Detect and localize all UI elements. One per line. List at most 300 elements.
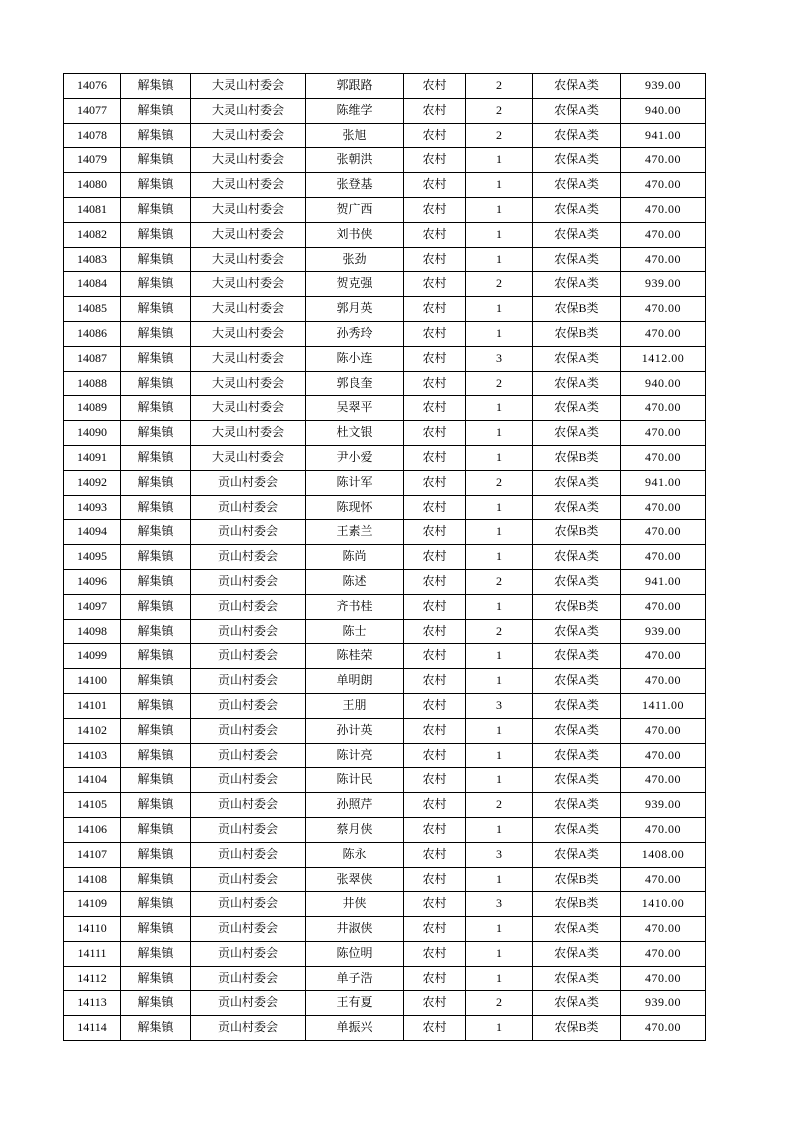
cell-village: 贡山村委会	[191, 892, 306, 917]
cell-id: 14107	[64, 842, 121, 867]
cell-category: 农保A类	[533, 966, 621, 991]
cell-id: 14092	[64, 470, 121, 495]
cell-amount: 470.00	[621, 743, 706, 768]
cell-town: 解集镇	[121, 98, 191, 123]
cell-residence: 农村	[404, 1016, 466, 1041]
cell-amount: 941.00	[621, 470, 706, 495]
cell-amount: 939.00	[621, 619, 706, 644]
cell-count: 2	[466, 123, 533, 148]
cell-residence: 农村	[404, 867, 466, 892]
cell-town: 解集镇	[121, 445, 191, 470]
cell-name: 王朋	[306, 693, 404, 718]
table-row	[64, 98, 706, 123]
cell-count: 2	[466, 371, 533, 396]
cell-name: 王有夏	[306, 991, 404, 1016]
cell-id: 14096	[64, 569, 121, 594]
cell-category: 农保A类	[533, 669, 621, 694]
table-row	[64, 693, 706, 718]
cell-amount: 470.00	[621, 520, 706, 545]
cell-name: 郭月英	[306, 297, 404, 322]
cell-id: 14084	[64, 272, 121, 297]
cell-village: 贡山村委会	[191, 693, 306, 718]
table-row	[64, 371, 706, 396]
cell-amount: 1412.00	[621, 346, 706, 371]
cell-town: 解集镇	[121, 123, 191, 148]
cell-residence: 农村	[404, 693, 466, 718]
cell-count: 1	[466, 197, 533, 222]
cell-amount: 470.00	[621, 173, 706, 198]
cell-residence: 农村	[404, 991, 466, 1016]
cell-id: 14101	[64, 693, 121, 718]
cell-count: 1	[466, 743, 533, 768]
cell-amount: 470.00	[621, 222, 706, 247]
cell-count: 1	[466, 421, 533, 446]
cell-village: 大灵山村委会	[191, 123, 306, 148]
cell-amount: 470.00	[621, 941, 706, 966]
cell-name: 贺克强	[306, 272, 404, 297]
cell-count: 1	[466, 867, 533, 892]
cell-residence: 农村	[404, 941, 466, 966]
cell-village: 贡山村委会	[191, 1016, 306, 1041]
cell-category: 农保A类	[533, 793, 621, 818]
cell-count: 2	[466, 793, 533, 818]
cell-name: 陈维学	[306, 98, 404, 123]
table-row	[64, 718, 706, 743]
cell-town: 解集镇	[121, 1016, 191, 1041]
cell-name: 尹小爱	[306, 445, 404, 470]
cell-category: 农保A类	[533, 545, 621, 570]
cell-village: 贡山村委会	[191, 867, 306, 892]
table-row	[64, 917, 706, 942]
cell-id: 14085	[64, 297, 121, 322]
cell-category: 农保A类	[533, 619, 621, 644]
cell-residence: 农村	[404, 842, 466, 867]
cell-village: 贡山村委会	[191, 569, 306, 594]
cell-id: 14087	[64, 346, 121, 371]
table-row	[64, 123, 706, 148]
cell-town: 解集镇	[121, 619, 191, 644]
cell-village: 贡山村委会	[191, 619, 306, 644]
cell-village: 贡山村委会	[191, 470, 306, 495]
cell-amount: 470.00	[621, 917, 706, 942]
cell-town: 解集镇	[121, 644, 191, 669]
cell-name: 陈士	[306, 619, 404, 644]
cell-town: 解集镇	[121, 321, 191, 346]
cell-name: 单明朗	[306, 669, 404, 694]
table-row	[64, 74, 706, 99]
cell-village: 大灵山村委会	[191, 197, 306, 222]
cell-category: 农保B类	[533, 1016, 621, 1041]
cell-category: 农保A类	[533, 222, 621, 247]
cell-town: 解集镇	[121, 470, 191, 495]
cell-category: 农保A类	[533, 991, 621, 1016]
cell-residence: 农村	[404, 718, 466, 743]
table-row	[64, 619, 706, 644]
cell-village: 贡山村委会	[191, 594, 306, 619]
table-row	[64, 247, 706, 272]
cell-id: 14109	[64, 892, 121, 917]
cell-amount: 940.00	[621, 371, 706, 396]
cell-village: 大灵山村委会	[191, 445, 306, 470]
cell-name: 刘书侠	[306, 222, 404, 247]
cell-id: 14079	[64, 148, 121, 173]
cell-town: 解集镇	[121, 991, 191, 1016]
cell-village: 大灵山村委会	[191, 272, 306, 297]
cell-name: 单子浩	[306, 966, 404, 991]
cell-id: 14102	[64, 718, 121, 743]
cell-residence: 农村	[404, 74, 466, 99]
cell-category: 农保A类	[533, 768, 621, 793]
table-row	[64, 272, 706, 297]
cell-village: 大灵山村委会	[191, 321, 306, 346]
cell-name: 郭良奎	[306, 371, 404, 396]
cell-town: 解集镇	[121, 396, 191, 421]
cell-village: 贡山村委会	[191, 718, 306, 743]
cell-village: 贡山村委会	[191, 842, 306, 867]
cell-category: 农保A类	[533, 941, 621, 966]
cell-count: 1	[466, 148, 533, 173]
cell-residence: 农村	[404, 123, 466, 148]
cell-count: 3	[466, 346, 533, 371]
cell-name: 王素兰	[306, 520, 404, 545]
table-row	[64, 396, 706, 421]
cell-village: 大灵山村委会	[191, 173, 306, 198]
cell-name: 张旭	[306, 123, 404, 148]
table-row	[64, 743, 706, 768]
table-row	[64, 569, 706, 594]
cell-village: 大灵山村委会	[191, 74, 306, 99]
cell-count: 2	[466, 470, 533, 495]
cell-category: 农保A类	[533, 272, 621, 297]
cell-name: 贺广西	[306, 197, 404, 222]
cell-town: 解集镇	[121, 743, 191, 768]
cell-id: 14081	[64, 197, 121, 222]
cell-village: 大灵山村委会	[191, 346, 306, 371]
cell-category: 农保A类	[533, 396, 621, 421]
cell-residence: 农村	[404, 644, 466, 669]
cell-count: 2	[466, 272, 533, 297]
table-row	[64, 817, 706, 842]
cell-amount: 470.00	[621, 495, 706, 520]
cell-category: 农保B类	[533, 321, 621, 346]
table-row	[64, 495, 706, 520]
cell-category: 农保B类	[533, 445, 621, 470]
table-row	[64, 991, 706, 1016]
cell-amount: 1411.00	[621, 693, 706, 718]
cell-village: 大灵山村委会	[191, 222, 306, 247]
cell-town: 解集镇	[121, 148, 191, 173]
cell-name: 郭跟路	[306, 74, 404, 99]
cell-count: 1	[466, 396, 533, 421]
table-row	[64, 445, 706, 470]
cell-category: 农保A类	[533, 718, 621, 743]
cell-town: 解集镇	[121, 495, 191, 520]
cell-id: 14112	[64, 966, 121, 991]
cell-name: 陈位明	[306, 941, 404, 966]
cell-id: 14078	[64, 123, 121, 148]
cell-count: 2	[466, 569, 533, 594]
cell-amount: 470.00	[621, 148, 706, 173]
cell-amount: 470.00	[621, 545, 706, 570]
cell-residence: 农村	[404, 569, 466, 594]
cell-count: 1	[466, 966, 533, 991]
cell-amount: 470.00	[621, 718, 706, 743]
cell-id: 14104	[64, 768, 121, 793]
cell-name: 陈永	[306, 842, 404, 867]
table-row	[64, 842, 706, 867]
cell-amount: 470.00	[621, 867, 706, 892]
cell-category: 农保A类	[533, 74, 621, 99]
cell-category: 农保B类	[533, 594, 621, 619]
cell-count: 1	[466, 247, 533, 272]
pension-list-table	[63, 73, 706, 1041]
cell-village: 大灵山村委会	[191, 396, 306, 421]
table-row	[64, 148, 706, 173]
cell-name: 孙照芹	[306, 793, 404, 818]
cell-name: 吴翠平	[306, 396, 404, 421]
cell-category: 农保A类	[533, 644, 621, 669]
cell-count: 1	[466, 718, 533, 743]
cell-amount: 470.00	[621, 966, 706, 991]
cell-village: 贡山村委会	[191, 669, 306, 694]
cell-count: 1	[466, 520, 533, 545]
cell-residence: 农村	[404, 297, 466, 322]
cell-id: 14094	[64, 520, 121, 545]
cell-residence: 农村	[404, 247, 466, 272]
cell-count: 1	[466, 917, 533, 942]
cell-id: 14076	[64, 74, 121, 99]
cell-residence: 农村	[404, 793, 466, 818]
cell-town: 解集镇	[121, 545, 191, 570]
cell-category: 农保A类	[533, 421, 621, 446]
cell-town: 解集镇	[121, 693, 191, 718]
cell-village: 贡山村委会	[191, 520, 306, 545]
cell-category: 农保A类	[533, 743, 621, 768]
cell-count: 1	[466, 222, 533, 247]
cell-name: 陈述	[306, 569, 404, 594]
cell-town: 解集镇	[121, 892, 191, 917]
table-row	[64, 644, 706, 669]
cell-town: 解集镇	[121, 74, 191, 99]
cell-name: 张登基	[306, 173, 404, 198]
cell-town: 解集镇	[121, 941, 191, 966]
table-row	[64, 941, 706, 966]
cell-town: 解集镇	[121, 793, 191, 818]
cell-amount: 939.00	[621, 272, 706, 297]
cell-name: 陈计亮	[306, 743, 404, 768]
cell-town: 解集镇	[121, 842, 191, 867]
cell-village: 大灵山村委会	[191, 371, 306, 396]
cell-count: 1	[466, 644, 533, 669]
cell-village: 大灵山村委会	[191, 247, 306, 272]
cell-town: 解集镇	[121, 594, 191, 619]
cell-residence: 农村	[404, 545, 466, 570]
cell-category: 农保A类	[533, 917, 621, 942]
table-body	[64, 74, 706, 1041]
cell-id: 14095	[64, 545, 121, 570]
cell-count: 2	[466, 619, 533, 644]
cell-village: 贡山村委会	[191, 768, 306, 793]
cell-town: 解集镇	[121, 222, 191, 247]
cell-residence: 农村	[404, 173, 466, 198]
cell-amount: 470.00	[621, 197, 706, 222]
table-row	[64, 297, 706, 322]
table-row	[64, 768, 706, 793]
cell-id: 14088	[64, 371, 121, 396]
cell-village: 大灵山村委会	[191, 421, 306, 446]
table-row	[64, 594, 706, 619]
cell-residence: 农村	[404, 817, 466, 842]
cell-amount: 939.00	[621, 793, 706, 818]
cell-category: 农保A类	[533, 693, 621, 718]
cell-name: 陈尚	[306, 545, 404, 570]
cell-count: 1	[466, 768, 533, 793]
cell-village: 贡山村委会	[191, 545, 306, 570]
cell-name: 陈计军	[306, 470, 404, 495]
cell-residence: 农村	[404, 148, 466, 173]
cell-id: 14114	[64, 1016, 121, 1041]
cell-count: 1	[466, 669, 533, 694]
cell-town: 解集镇	[121, 867, 191, 892]
cell-village: 大灵山村委会	[191, 98, 306, 123]
cell-count: 1	[466, 817, 533, 842]
cell-category: 农保A类	[533, 247, 621, 272]
cell-count: 1	[466, 321, 533, 346]
cell-count: 2	[466, 74, 533, 99]
cell-residence: 农村	[404, 445, 466, 470]
table-row	[64, 197, 706, 222]
cell-name: 杜文银	[306, 421, 404, 446]
cell-amount: 470.00	[621, 644, 706, 669]
cell-residence: 农村	[404, 371, 466, 396]
cell-name: 张翠侠	[306, 867, 404, 892]
cell-count: 1	[466, 173, 533, 198]
cell-village: 贡山村委会	[191, 743, 306, 768]
cell-count: 3	[466, 693, 533, 718]
cell-town: 解集镇	[121, 917, 191, 942]
cell-residence: 农村	[404, 594, 466, 619]
cell-amount: 470.00	[621, 1016, 706, 1041]
cell-village: 贡山村委会	[191, 495, 306, 520]
cell-name: 单振兴	[306, 1016, 404, 1041]
cell-town: 解集镇	[121, 247, 191, 272]
cell-id: 14089	[64, 396, 121, 421]
cell-amount: 470.00	[621, 421, 706, 446]
cell-category: 农保B类	[533, 867, 621, 892]
cell-residence: 农村	[404, 346, 466, 371]
cell-town: 解集镇	[121, 966, 191, 991]
cell-amount: 939.00	[621, 991, 706, 1016]
cell-residence: 农村	[404, 222, 466, 247]
cell-id: 14080	[64, 173, 121, 198]
cell-count: 1	[466, 545, 533, 570]
cell-amount: 470.00	[621, 445, 706, 470]
cell-category: 农保A类	[533, 197, 621, 222]
cell-id: 14105	[64, 793, 121, 818]
cell-residence: 农村	[404, 197, 466, 222]
cell-amount: 941.00	[621, 123, 706, 148]
cell-id: 14086	[64, 321, 121, 346]
table-row	[64, 421, 706, 446]
cell-village: 贡山村委会	[191, 793, 306, 818]
cell-id: 14100	[64, 669, 121, 694]
cell-residence: 农村	[404, 495, 466, 520]
cell-id: 14113	[64, 991, 121, 1016]
table-row	[64, 1016, 706, 1041]
table-row	[64, 966, 706, 991]
cell-amount: 470.00	[621, 817, 706, 842]
cell-residence: 农村	[404, 321, 466, 346]
cell-amount: 1408.00	[621, 842, 706, 867]
table-row	[64, 346, 706, 371]
cell-village: 贡山村委会	[191, 991, 306, 1016]
cell-category: 农保A类	[533, 817, 621, 842]
cell-residence: 农村	[404, 743, 466, 768]
cell-amount: 941.00	[621, 569, 706, 594]
cell-residence: 农村	[404, 619, 466, 644]
cell-count: 1	[466, 1016, 533, 1041]
cell-residence: 农村	[404, 520, 466, 545]
cell-name: 孙计英	[306, 718, 404, 743]
cell-village: 贡山村委会	[191, 917, 306, 942]
cell-name: 井侠	[306, 892, 404, 917]
cell-category: 农保A类	[533, 495, 621, 520]
table-row	[64, 545, 706, 570]
cell-village: 贡山村委会	[191, 817, 306, 842]
cell-id: 14093	[64, 495, 121, 520]
cell-amount: 470.00	[621, 396, 706, 421]
table-row	[64, 173, 706, 198]
cell-town: 解集镇	[121, 197, 191, 222]
cell-name: 陈现怀	[306, 495, 404, 520]
cell-village: 贡山村委会	[191, 966, 306, 991]
cell-residence: 农村	[404, 421, 466, 446]
cell-count: 1	[466, 594, 533, 619]
cell-id: 14110	[64, 917, 121, 942]
table-row	[64, 793, 706, 818]
table-row	[64, 470, 706, 495]
cell-town: 解集镇	[121, 569, 191, 594]
cell-town: 解集镇	[121, 371, 191, 396]
cell-town: 解集镇	[121, 297, 191, 322]
cell-name: 陈小连	[306, 346, 404, 371]
cell-amount: 470.00	[621, 297, 706, 322]
cell-category: 农保A类	[533, 173, 621, 198]
cell-category: 农保B类	[533, 520, 621, 545]
table-row	[64, 669, 706, 694]
cell-count: 3	[466, 892, 533, 917]
cell-town: 解集镇	[121, 173, 191, 198]
cell-category: 农保A类	[533, 148, 621, 173]
cell-name: 陈计民	[306, 768, 404, 793]
cell-id: 14091	[64, 445, 121, 470]
cell-category: 农保A类	[533, 98, 621, 123]
cell-id: 14082	[64, 222, 121, 247]
cell-town: 解集镇	[121, 718, 191, 743]
cell-id: 14083	[64, 247, 121, 272]
table-row	[64, 222, 706, 247]
cell-name: 孙秀玲	[306, 321, 404, 346]
cell-id: 14103	[64, 743, 121, 768]
cell-town: 解集镇	[121, 520, 191, 545]
cell-name: 陈桂荣	[306, 644, 404, 669]
cell-residence: 农村	[404, 470, 466, 495]
cell-category: 农保A类	[533, 470, 621, 495]
table-row	[64, 867, 706, 892]
cell-name: 齐书桂	[306, 594, 404, 619]
cell-category: 农保A类	[533, 842, 621, 867]
cell-id: 14090	[64, 421, 121, 446]
